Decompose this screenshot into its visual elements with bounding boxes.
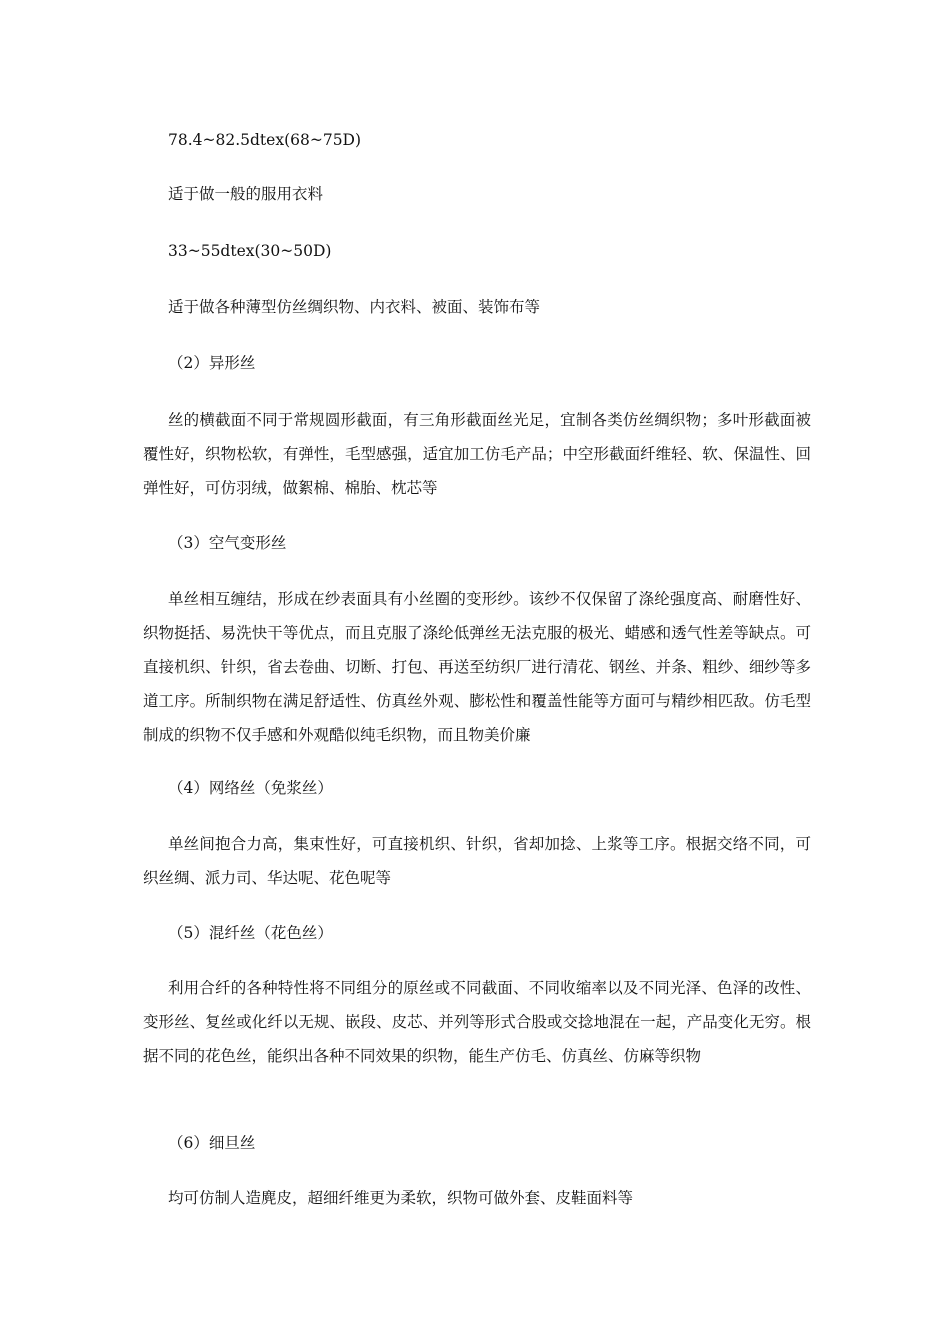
use-line-2: 适于做各种薄型仿丝绸织物、内衣料、被面、装饰布等 bbox=[168, 298, 541, 316]
section-body-5: 利用合纤的各种特性将不同组分的原丝或不同截面、不同收缩率以及不同光泽、色泽的改性、变形丝、复丝或化纤以无规、嵌段、皮芯、并列等形式合股或交捻地混在一起，产品变化无穷。根据不同的花色丝，能织出各种不同效果的织物，能生产仿毛、仿真丝、仿麻等织物 bbox=[143, 979, 811, 1065]
section-heading-5: （5）混纤丝（花色丝） bbox=[168, 924, 333, 942]
spec-line-1: 78.4~82.5dtex(68~75D) bbox=[168, 131, 362, 149]
section-body-4: 单丝间抱合力高，集束性好，可直接机织、针织，省却加捻、上浆等工序。根据交络不同，可织丝绸、派力司、华达呢、花色呢等 bbox=[143, 835, 811, 887]
section-heading-4: （4）网络丝（免浆丝） bbox=[168, 779, 333, 797]
section-body-2: 丝的横截面不同于常规圆形截面，有三角形截面丝光足，宜制各类仿丝绸织物；多叶形截面被覆性好，织物松软，有弹性，毛型感强，适宜加工仿毛产品；中空形截面纤维轻、软、保温性、回弹性好，可仿羽绒，做絮棉、棉胎、枕芯等 bbox=[143, 411, 811, 497]
section-body-3: 单丝相互缠结，形成在纱表面具有小丝圈的变形纱。该纱不仅保留了涤纶强度高、耐磨性好、织物挺括、易洗快干等优点，而且克服了涤纶低弹丝无法克服的极光、蜡感和透气性差等缺点。可直接机织、针织，省去卷曲、切断、打包、再送至纺织厂进行清花、钢丝、并条、粗纱、细纱等多道工序。所制织物在满足舒适性、仿真丝外观、膨松性和覆盖性能等方面可与精纱相匹敌。仿毛型制成的织物不仅手感和外观酷似纯毛织物，而且物美价廉 bbox=[143, 590, 811, 744]
section-heading-6: （6）细旦丝 bbox=[168, 1134, 256, 1152]
section-heading-3: （3）空气变形丝 bbox=[168, 534, 287, 552]
section-body-6: 均可仿制人造麂皮，超细纤维更为柔软，织物可做外套、皮鞋面料等 bbox=[168, 1189, 634, 1207]
spec-line-2: 33~55dtex(30~50D) bbox=[168, 242, 332, 260]
use-line-1: 适于做一般的服用衣料 bbox=[168, 185, 324, 203]
section-heading-2: （2）异形丝 bbox=[168, 354, 256, 372]
